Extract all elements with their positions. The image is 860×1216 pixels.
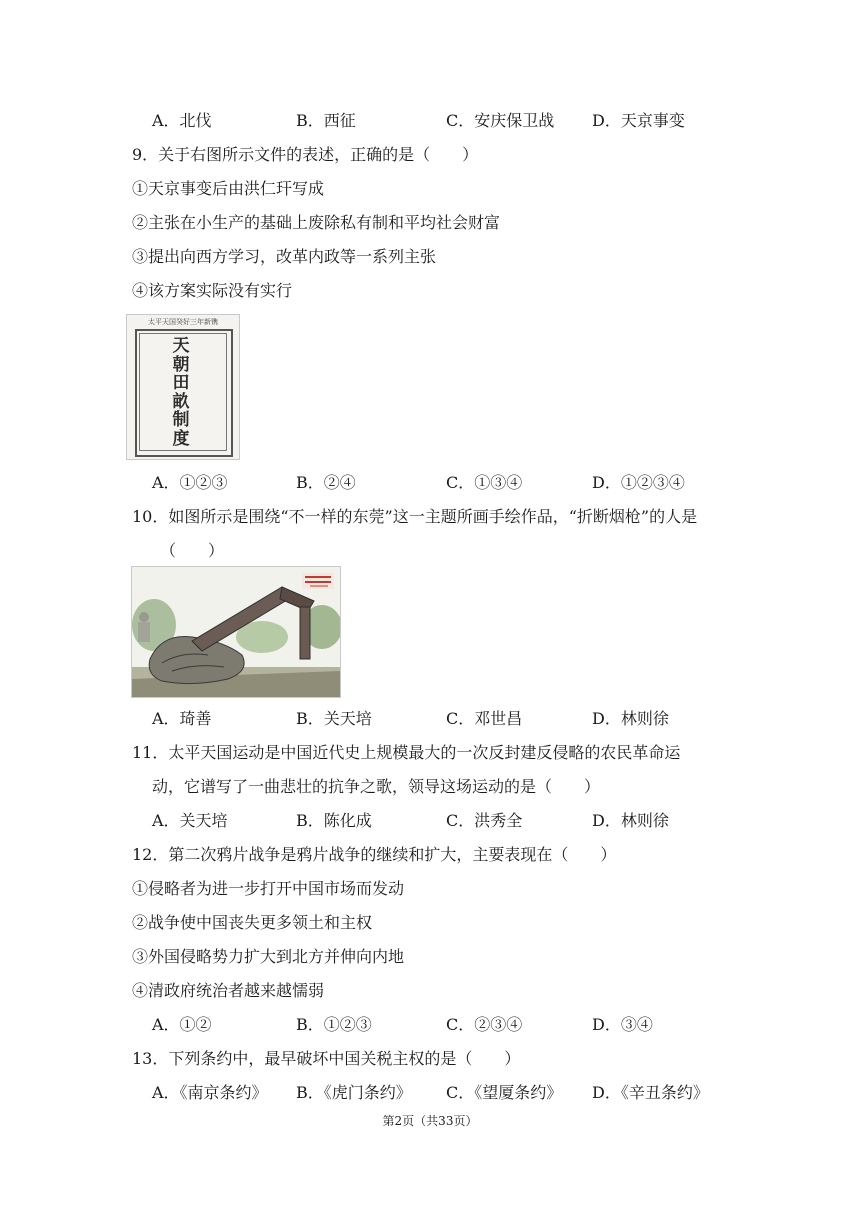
question-stem: 9．关于右图所示文件的表述，正确的是（ ） (132, 145, 479, 164)
page-footer: 第2页（共33页） (382, 1114, 478, 1128)
option-a: A．琦善 (152, 709, 212, 728)
question-stem: 12．第二次鸦片战争是鸦片战争的继续和扩大，主要表现在（ ） (132, 845, 617, 864)
question-stem: 13．下列条约中，最早破坏中国关税主权的是（ ） (132, 1049, 521, 1068)
statement-2: ②战争使中国丧失更多领土和主权 (132, 913, 373, 932)
option-b: B．《虎门条约》 (296, 1083, 412, 1102)
sketch-illustration (132, 567, 340, 697)
option-a: A．北伐 (152, 111, 212, 130)
statement-1: ①天京事变后由洪仁玕写成 (132, 179, 325, 198)
question-stem: 10．如图所示是围绕“不一样的东莞”这一主题所画手绘作品，“折断烟枪”的人是 (132, 507, 698, 526)
option-b: B．①②③ (296, 1015, 372, 1034)
option-d: D．③④ (592, 1015, 653, 1034)
option-a: A．关天培 (152, 811, 228, 830)
question-stem-continued: 动，它谱写了一曲悲壮的抗争之歌，领导这场运动的是（ ） (152, 777, 601, 796)
question-stem-continued: （ ） (160, 541, 225, 560)
option-d: D．林则徐 (592, 811, 669, 830)
cover-char-6: 度 (172, 428, 192, 449)
option-c: C．《望厦条约》 (446, 1083, 563, 1102)
option-a: A．①②③ (152, 473, 228, 492)
statement-2: ②主张在小生产的基础上废除私有制和平均社会财富 (132, 213, 501, 232)
option-a: A．《南京条约》 (152, 1083, 268, 1102)
cover-char-1: 天 (172, 336, 192, 356)
option-b: B．关天培 (296, 709, 372, 728)
cover-char-3: 田 (172, 373, 192, 393)
option-c: C．①③④ (446, 473, 523, 492)
statement-1: ①侵略者为进一步打开中国市场而发动 (132, 879, 405, 898)
option-d: D．《辛丑条约》 (592, 1083, 709, 1102)
option-c: C．邓世昌 (446, 709, 523, 728)
option-b: B．陈化成 (296, 811, 372, 830)
cover-char-5: 制 (172, 410, 192, 430)
book-cover-figure (126, 314, 240, 460)
option-d: D．林则徐 (592, 709, 669, 728)
option-c: C．洪秀全 (446, 811, 523, 830)
option-b: B．②④ (296, 473, 356, 492)
option-c: C．②③④ (446, 1015, 523, 1034)
statement-3: ③外国侵略势力扩大到北方并伸向内地 (132, 947, 405, 966)
statement-3: ③提出向西方学习，改革内政等一系列主张 (132, 247, 437, 266)
option-a: A．①② (152, 1015, 212, 1034)
sketch-figure (131, 566, 341, 698)
option-c: C．安庆保卫战 (446, 111, 555, 130)
cover-char-4: 畝 (172, 391, 192, 412)
cover-char-2: 朝 (172, 354, 192, 375)
option-d: D．①②③④ (592, 473, 685, 492)
cover-header: 太平天国癸好三年新镌 (148, 318, 218, 326)
option-b: B．西征 (296, 111, 356, 130)
option-d: D．天京事变 (592, 111, 685, 130)
statement-4: ④该方案实际没有实行 (132, 281, 293, 300)
question-stem: 11．太平天国运动是中国近代史上规模最大的一次反封建反侵略的农民革命运 (132, 743, 681, 762)
statement-4: ④清政府统治者越来越懦弱 (132, 981, 325, 1000)
